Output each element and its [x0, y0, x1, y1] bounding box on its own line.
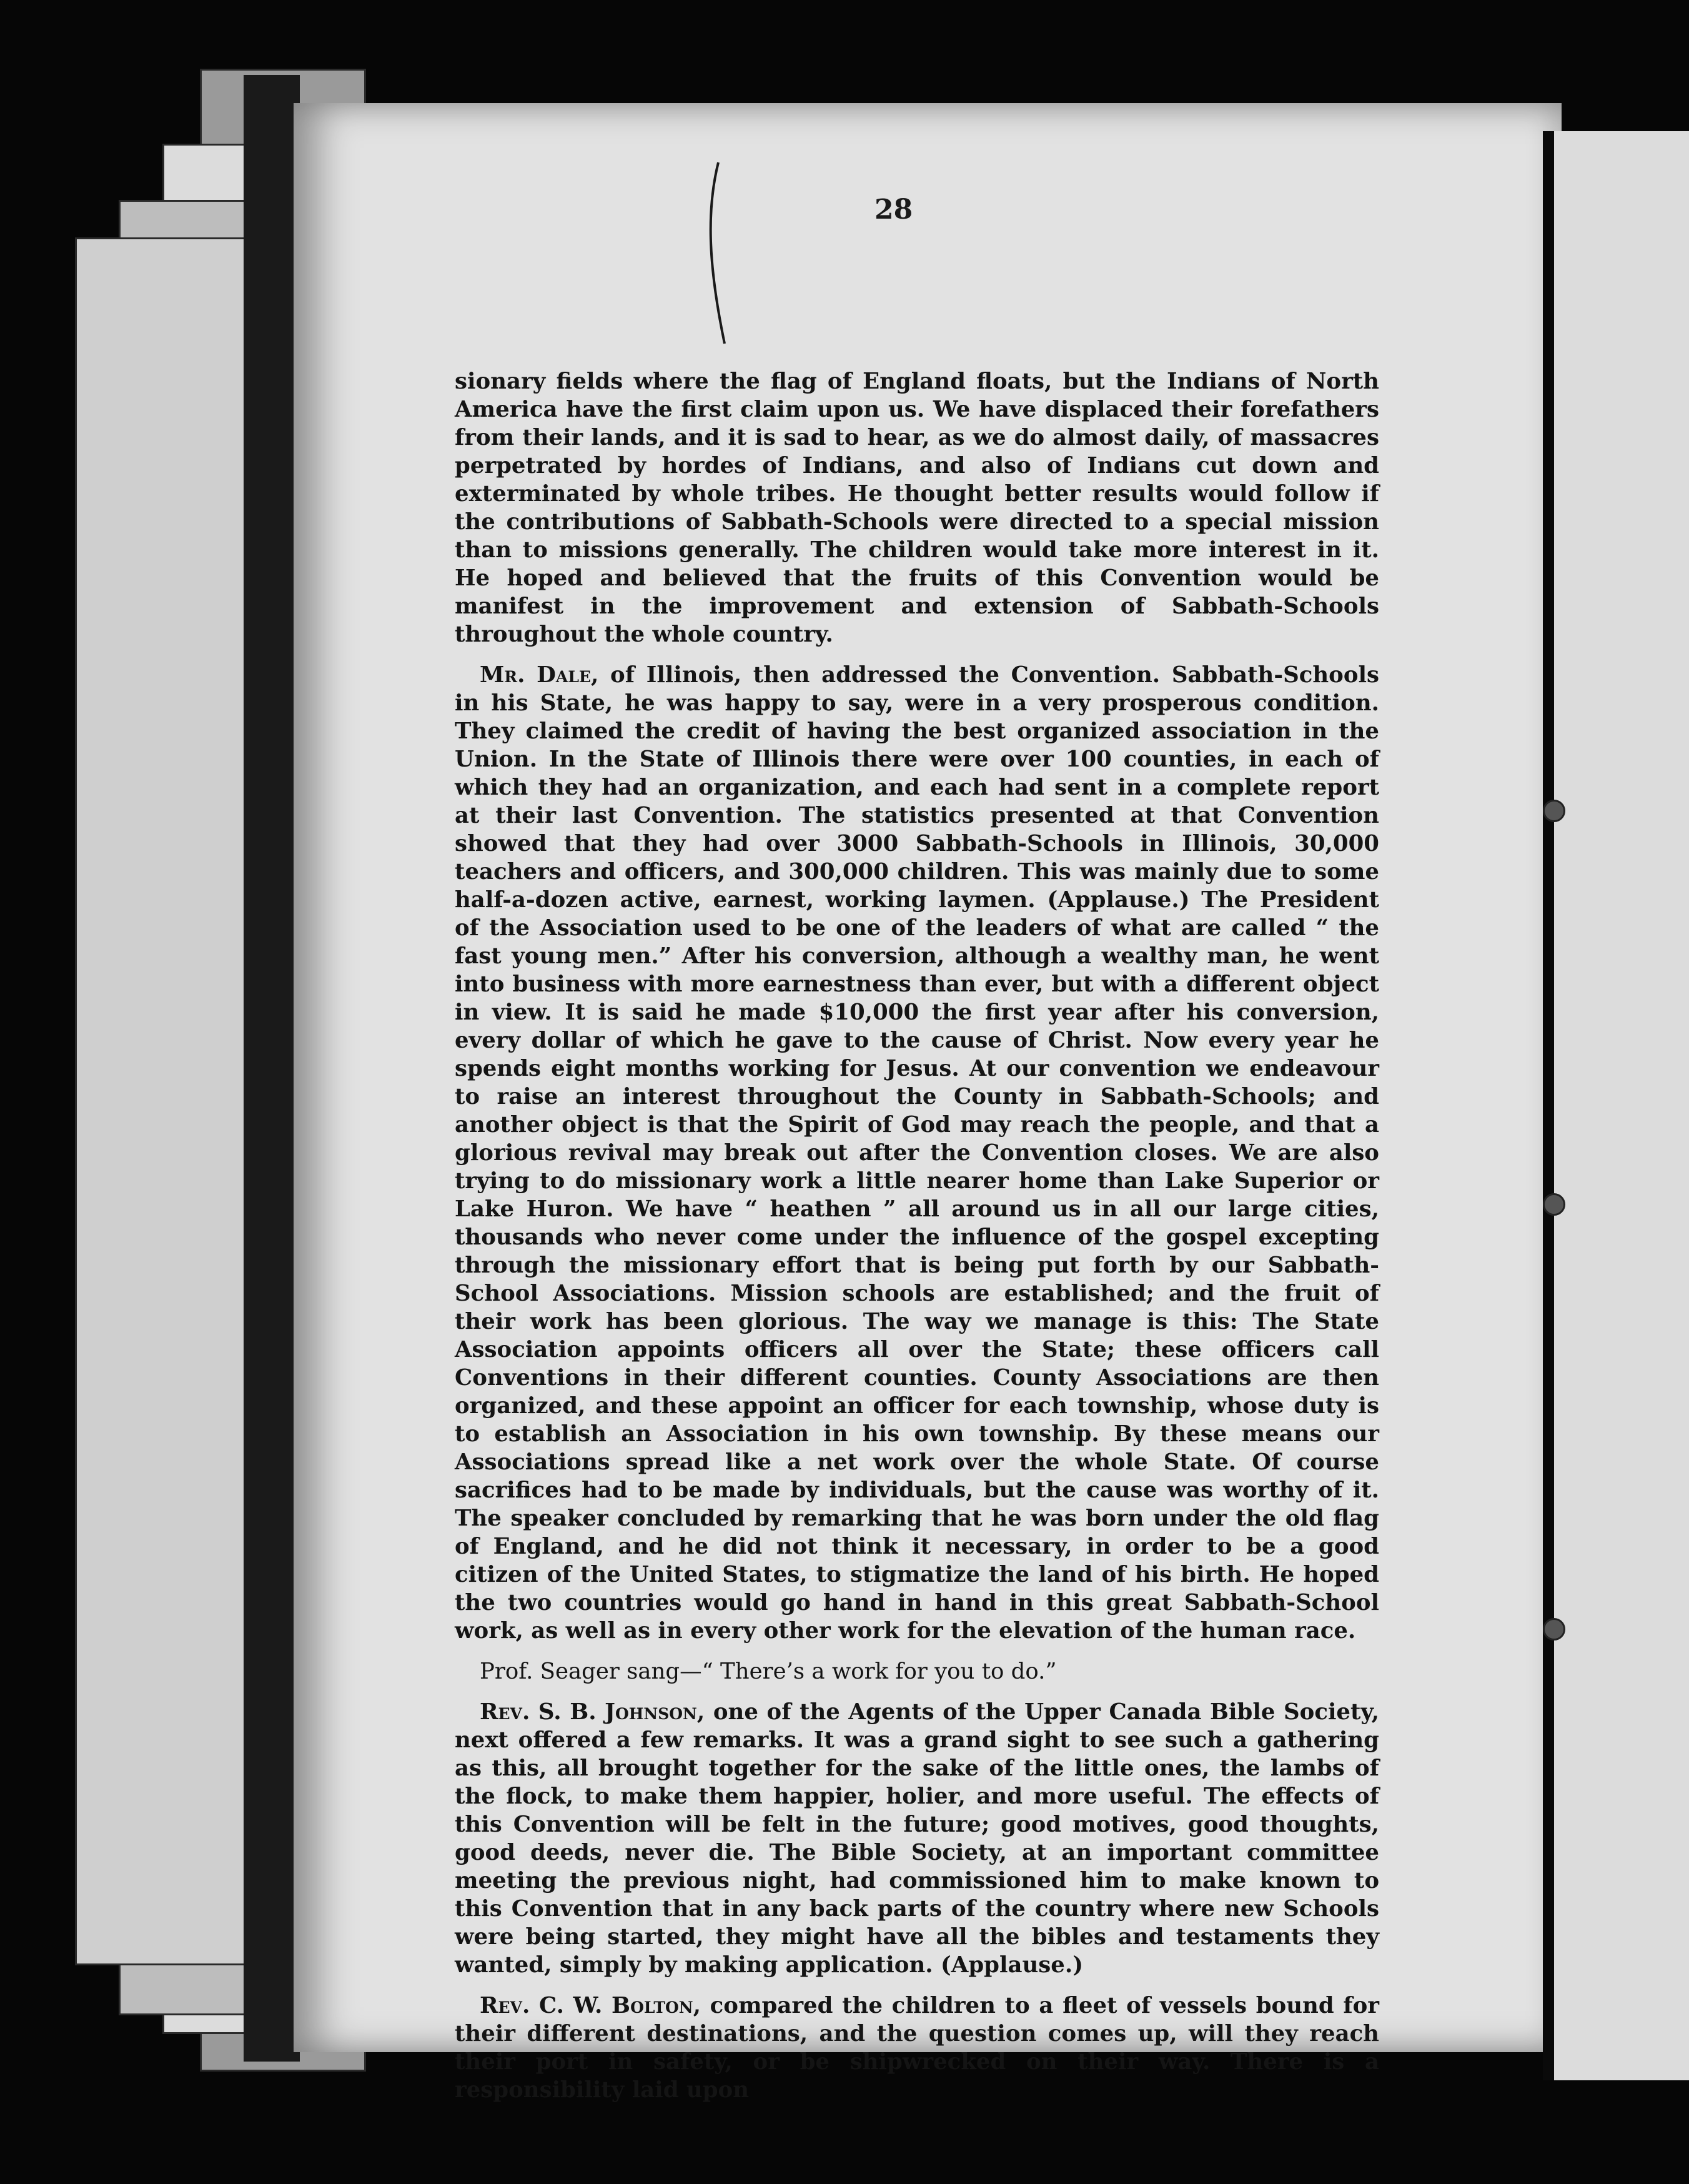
- page-number: 28: [874, 194, 913, 226]
- paragraph-text: , one of the Agents of the Upper Canada Bible Society, next offered a few remarks. It was a grand sight to see such a gathering as this, all brought together for the sake of the little ones, the lambs of the flock, to make them happier, holier, and more useful. The effects of this Convention will be felt in the future; good motives, good thoughts, good deeds, never die. The Bible Society, at an important committee meeting the previous night, had commissioned him to make known to this Convention that in any back parts of the country where new Schools were being started, they might have all the bibles and testaments they wanted, simply by making application. (Applause.): [455, 1699, 1379, 1978]
- book-spine-shadow: [244, 75, 300, 2062]
- paragraph: [455, 661, 1379, 1645]
- binding-staple: [1543, 1618, 1565, 1640]
- paragraph-text: sionary fields where the flag of England floats, but the Indians of North America have the first claim upon us. We have displaced their forefathers from their lands, and it is sad to hear, as we do almost daily, of massacres perpetrated by hordes of Indians, and also of Indians cut down and exterminated by whole tribes. He thought better results would follow if the contributions of Sabbath-Schools were directed to a special mission than to missions generally. The children would take more interest in it. He hoped and believed that the fruits of this Convention would be manifest in the improvement and extension of Sabbath-Schools throughout the whole country.: [455, 369, 1379, 647]
- speaker-name: Rev. S. B. Johnson: [480, 1699, 697, 1725]
- paragraph-text: Prof. Seager sang—“ There’s a work for you to do.”: [480, 1659, 1057, 1684]
- paragraph-text: , compared the children to a fleet of vessels bound for their different destinations, and the question comes up, will they reach their port in safety, or be shipwrecked on their way. There is a responsibility laid upon: [455, 1993, 1379, 2103]
- binding-staple: [1543, 800, 1565, 822]
- speaker-name: Rev. C. W. Bolton: [480, 1993, 693, 2018]
- binding-staple: [1543, 1193, 1565, 1216]
- pen-mark: [700, 156, 737, 356]
- facing-page-edge: [1543, 131, 1689, 2080]
- body-text: [455, 367, 1379, 2117]
- paragraph: [455, 1992, 1379, 2104]
- paragraph-text: , of Illinois, then addressed the Convention. Sabbath-Schools in his State, he was happy to say, were in a very prosperous condition. They claimed the credit of having the best organized association in the Union. In the State of Illinois there were over 100 counties, in each of which they had an organization, and each had sent in a complete report at their last Convention. The statistics presented at that Convention showed that they had over 3000 Sabbath-Schools in Illinois, 30,000 teachers and officers, and 300,000 children. This was mainly due to some half-a-dozen active, earnest, working laymen. (Applause.) The President of the Association used to be one of the leaders of what are called “ the fast young men.” After his conversion, although a wealthy man, he went into business with more earnestness than ever, but with a different object in view. It is said he made $10,000 the first year after his conversion, every dollar of which he gave to the cause of Christ. Now every year he spends eight months working for Jesus. At our convention we endeavour to raise an interest throughout the County in Sabbath-Schools; and another object is that the Spirit of God may reach the people, and that a glorious revival may break out after the Convention closes. We are also trying to do missionary work a little nearer home than Lake Superior or Lake Huron. We have “ heathen ” all around us in all our large cities, thousands who never come under the influence of the gospel excepting through the missionary effort that is being put forth by our Sabbath-School Associations. Mission schools are established; and the fruit of their work has been glorious. The way we manage is this: The State Association appoints officers all over the State; these officers call Conventions in their different counties. County Associations are then organized, and these appoint an officer for each township, whose duty is to establish an Association in his own township. By these means our Associations spread like a net work over the whole State. Of course sacrifices had to be made by individuals, but the cause was worthy of it. The speaker concluded by remarking that he was born under the old flag of England, and he did not think it necessary, in order to be a good citizen of the United States, to stigmatize the land of his birth. He hoped the two countries would go hand in hand in this great Sabbath-School work, as well as in every other work for the elevation of the human race.: [455, 662, 1379, 1644]
- paragraph: [455, 367, 1379, 648]
- paragraph: [455, 1657, 1379, 1685]
- paragraph: [455, 1698, 1379, 1979]
- speaker-name: Mr. Dale: [480, 662, 591, 688]
